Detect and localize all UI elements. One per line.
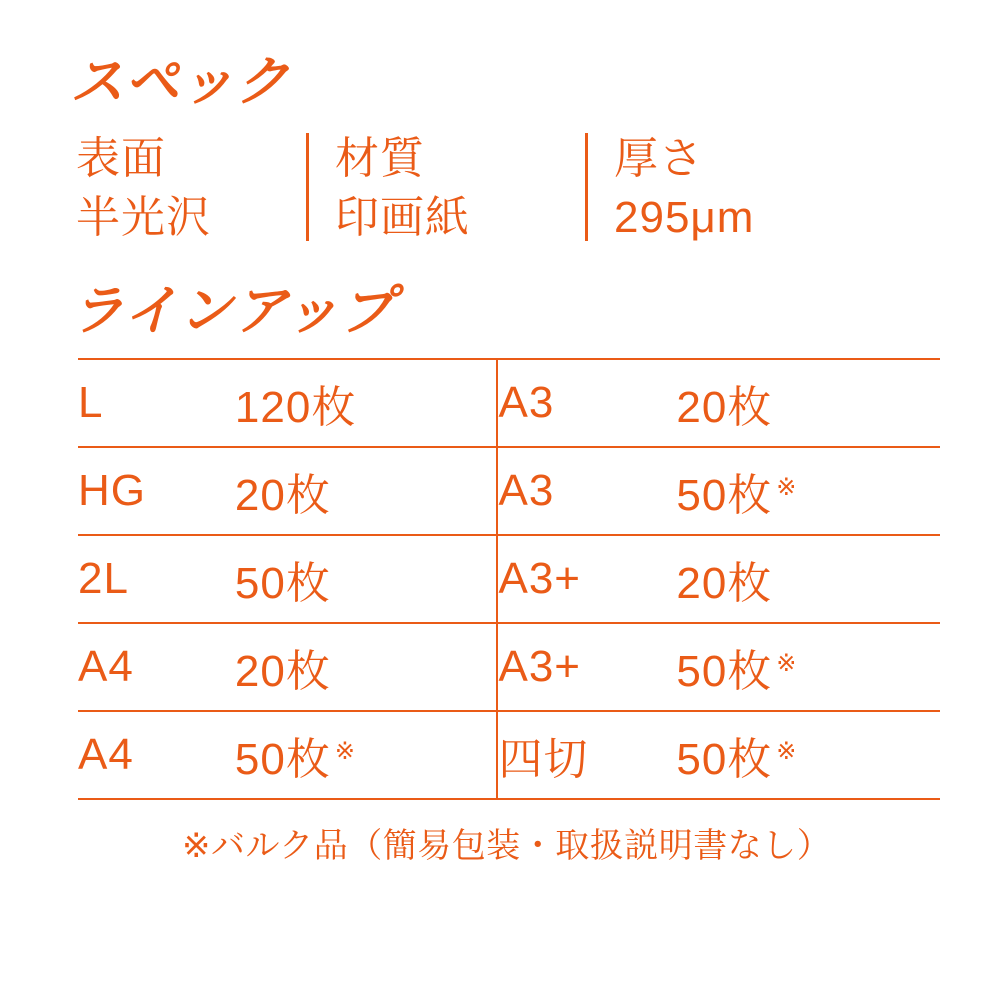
spec-item-thickness: [614, 129, 914, 248]
lineup-count-left-value: 120枚: [234, 383, 357, 433]
spec-divider-1: [306, 133, 309, 242]
lineup-size-right: A3: [497, 359, 676, 447]
lineup-size-left: L: [78, 378, 104, 428]
spec-item-material: [335, 129, 585, 248]
lineup-count-left-value: 20枚: [234, 647, 331, 697]
lineup-count-right: [676, 711, 940, 799]
lineup-count-left: [235, 623, 498, 711]
lineup-size-right: A3: [497, 447, 676, 535]
spec-value-thickness: 295μm: [614, 193, 755, 243]
bulk-mark-icon: ※: [776, 737, 798, 765]
spec-divider-2: [585, 133, 588, 242]
bulk-mark-icon: ※: [776, 649, 798, 677]
lineup-count-left: [235, 359, 498, 447]
spec-label-thickness: 厚さ: [614, 133, 704, 183]
lineup-count-right: [676, 447, 940, 535]
table-row: [78, 711, 940, 799]
lineup-size-left: A4: [78, 730, 134, 780]
spec-value-surface: 半光沢: [76, 193, 211, 243]
lineup-count-right: [676, 535, 940, 623]
spec-row: [76, 129, 930, 248]
lineup-section-heading: ラインアップ: [70, 281, 395, 342]
lineup-count-left: [235, 535, 498, 623]
table-row: [78, 623, 940, 711]
lineup-size-left: 2L: [78, 554, 129, 604]
spec-section-heading: スペック: [70, 52, 290, 112]
bulk-footnote: ※バルク品（簡易包装・取扱説明書なし）: [182, 827, 832, 866]
lineup-count-right: [676, 359, 940, 447]
lineup-count-right-value: 20枚: [676, 559, 773, 609]
lineup-count-left: [235, 711, 498, 799]
spec-item-surface: [76, 129, 306, 248]
lineup-count-right: [676, 623, 940, 711]
spec-label-material: 材質: [335, 133, 425, 183]
lineup-count-right-value: 20枚: [676, 383, 773, 433]
table-row: [78, 447, 940, 535]
bulk-mark-icon: ※: [334, 737, 356, 765]
bulk-mark-icon: ※: [776, 473, 798, 501]
spec-label-surface: 表面: [76, 133, 166, 183]
lineup-table: [78, 358, 940, 800]
lineup-count-left-value: 20枚: [234, 471, 331, 521]
lineup-count-left: [235, 447, 498, 535]
lineup-count-right-value: 50枚: [676, 471, 773, 521]
lineup-size-left: HG: [78, 466, 146, 516]
spec-value-material: 印画紙: [335, 193, 470, 243]
lineup-size-right: A3+: [497, 535, 676, 623]
lineup-size-left: A4: [78, 642, 134, 692]
lineup-count-left-value: 50枚: [234, 559, 331, 609]
lineup-count-right-value: 50枚: [676, 735, 773, 785]
lineup-count-right-value: 50枚: [676, 647, 773, 697]
lineup-size-right: 四切: [497, 711, 676, 799]
lineup-count-left-value: 50枚: [234, 735, 331, 785]
table-row: [78, 359, 940, 447]
table-row: [78, 535, 940, 623]
lineup-size-right: A3+: [497, 623, 676, 711]
